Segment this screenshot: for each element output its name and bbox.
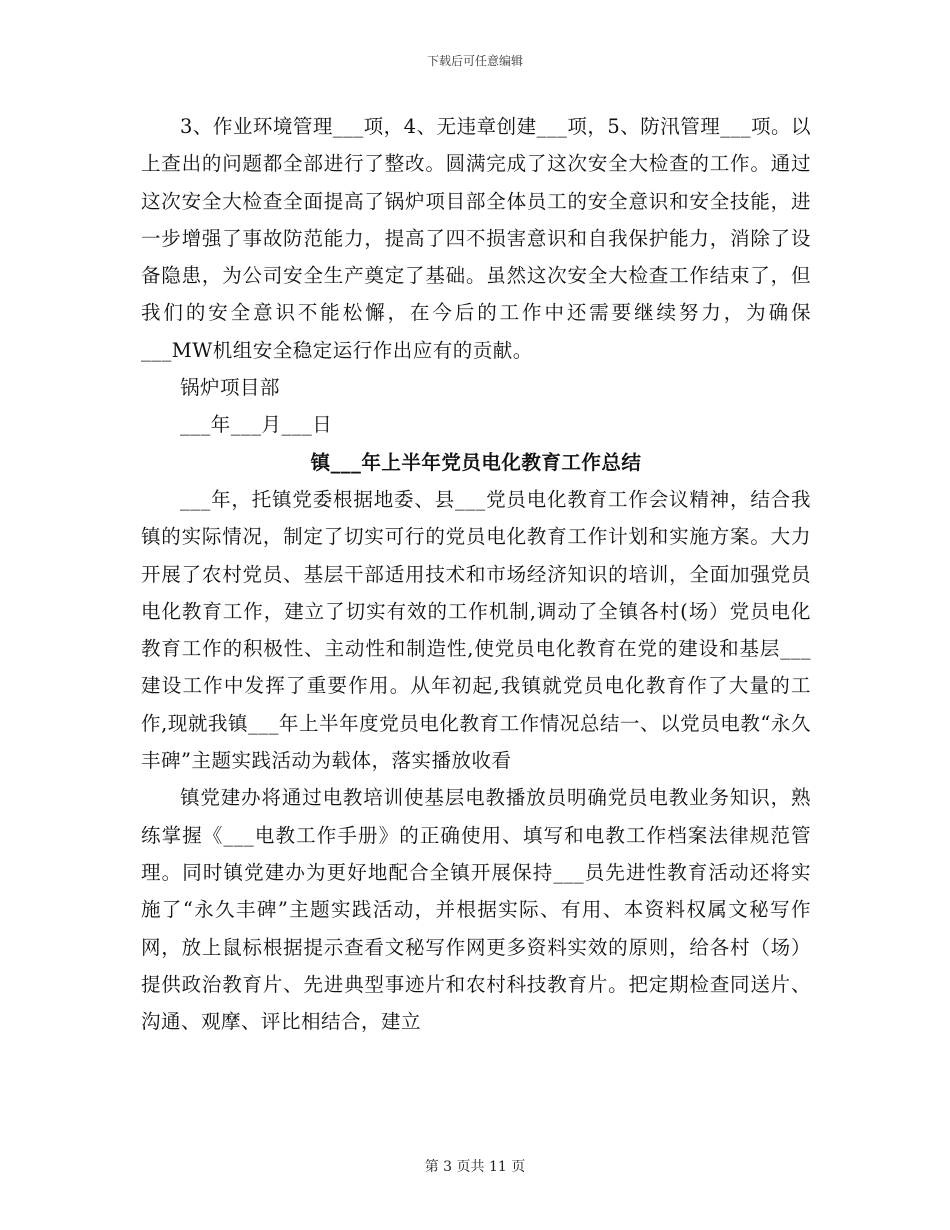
paragraph-training-details: 镇党建办将通过电教培训使基层电教播放员明确党员电教业务知识，熟练掌握《___电教工作手册》的正确使用、填写和电教工作档案法律规范管理。同时镇党建办为更好地配合全镇开展保持___员先进性教育活动还将实施了“永久丰碑”主题实践活动，并根据实际、有用、本资料权属文秘写作网，放上鼠标根据提示查看文秘写作网更多资料实效的原则，给各村（场）提供政治教育片、先进典型事迹片和农村科技教育片。把定期检查同送片、沟通、观摩、评比相结合，建立 bbox=[141, 786, 811, 1034]
signature-department: 锅炉项目部 bbox=[180, 376, 281, 400]
signature-date: ___年___月___日 bbox=[180, 413, 333, 437]
document-body bbox=[141, 108, 811, 1040]
page-number: 第 3 页共 11 页 bbox=[424, 1159, 526, 1175]
paragraph-education-overview: ___年，托镇党委根据地委、县___党员电化教育工作会议精神，结合我镇的实际情况，制定了切实可行的党员电化教育工作计划和实施方案。大力开展了农村党员、基层干部适用技术和市场经济知识的培训，全面加强党员电化教育工作，建立了切实有效的工作机制,调动了全镇各村(场）党员电化教育工作的积极性、主动性和制造性,使党员电化教育在党的建设和基层___建设工作中发挥了重要作用。从年初起,我镇就党员电化教育作了大量的工作,现就我镇___年上半年度党员电化教育工作情况总结一、以党员电教“永久丰碑”主题实践活动为载体，落实播放收看 bbox=[141, 487, 811, 773]
paragraph-inspection-summary: 3、作业环境管理___项，4、无违章创建___项，5、防汛管理___项。以上查出的问题都全部进行了整改。圆满完成了这次安全大检查的工作。通过这次安全大检查全面提高了锅炉项目部全体员工的安全意识和安全技能，进一步增强了事故防范能力，提高了四不损害意识和自我保护能力，消除了设备隐患，为公司安全生产奠定了基础。虽然这次安全大检查工作结束了，但我们的安全意识不能松懈，在今后的工作中还需要继续努力，为确保___MW机组安全稳定运行作出应有的贡献。 bbox=[141, 115, 811, 362]
section-title: 镇___年上半年党员电化教育工作总结 bbox=[310, 450, 642, 474]
page-header-note: 下载后可任意编辑 bbox=[426, 54, 523, 68]
